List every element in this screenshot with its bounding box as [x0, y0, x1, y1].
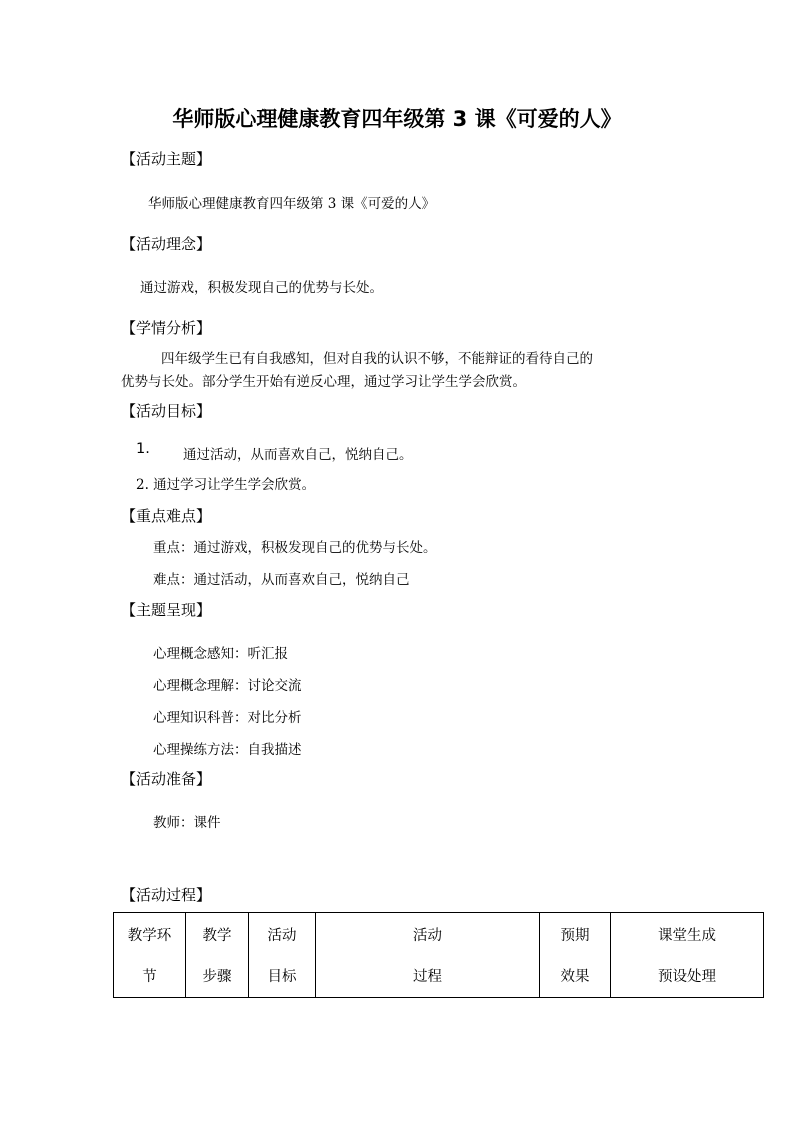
section-heading-theme: 【活动主题】: [121, 150, 212, 168]
section-heading-key-points: 【重点难点】: [121, 507, 212, 525]
goal-1-number: 1.: [136, 441, 150, 457]
difficult-point-text: 难点：通过活动，从而喜欢自己，悦纳自己: [153, 572, 410, 588]
header-line-2: 过程: [413, 969, 442, 985]
process-table: [113, 912, 764, 998]
header-line-1: 预期: [560, 928, 590, 944]
concept-text: 通过游戏，积极发现自己的优势与长处。: [140, 280, 383, 296]
analysis-line-1: 四年级学生已有自我感知，但对自我的认识不够，不能辩证的看待自己的: [161, 351, 593, 367]
header-line-2: 节: [142, 969, 157, 985]
goal-2-text: 2. 通过学习让学生学会欣赏。: [136, 477, 316, 493]
section-heading-concept: 【活动理念】: [121, 235, 212, 253]
table-header-cell: [540, 913, 611, 998]
section-heading-presentation: 【主题呈现】: [121, 601, 212, 619]
key-point-text: 重点：通过游戏，积极发现自己的优势与长处。: [153, 540, 437, 556]
presentation-item: 心理概念理解：讨论交流: [153, 678, 302, 694]
section-heading-preparation: 【活动准备】: [121, 770, 212, 788]
header-line-2: 步骤: [202, 969, 232, 985]
header-line-2: 效果: [560, 969, 590, 985]
analysis-line-2: 优势与长处。部分学生开始有逆反心理，通过学习让学生学会欣赏。: [121, 374, 526, 390]
header-line-1: 教学: [202, 928, 232, 944]
presentation-item: 心理概念感知：听汇报: [153, 646, 288, 662]
table-header-cell: [114, 913, 186, 998]
header-line-1: 活动: [413, 928, 442, 944]
table-header-cell: [249, 913, 316, 998]
table-header-row: [114, 913, 764, 998]
header-line-2: 目标: [267, 969, 297, 985]
section-heading-analysis: 【学情分析】: [121, 319, 212, 337]
section-heading-process: 【活动过程】: [121, 886, 212, 904]
header-line-2: 预设处理: [658, 969, 716, 985]
section-heading-goals: 【活动目标】: [121, 402, 212, 420]
presentation-item: 心理操练方法：自我描述: [153, 742, 302, 758]
header-line-1: 课堂生成: [658, 928, 716, 944]
presentation-item: 心理知识科普：对比分析: [153, 710, 302, 726]
table-header-cell: [611, 913, 764, 998]
theme-text: 华师版心理健康教育四年级第 3 课《可爱的人》: [148, 196, 436, 212]
page-title: 华师版心理健康教育四年级第 3 课《可爱的人》: [172, 107, 622, 131]
table-header-cell: [316, 913, 540, 998]
preparation-text: 教师：课件: [153, 815, 221, 831]
goal-1-text: 通过活动，从而喜欢自己，悦纳自己。: [183, 447, 413, 463]
header-line-1: 教学环: [127, 928, 172, 944]
header-line-1: 活动: [267, 928, 297, 944]
table-header-cell: [186, 913, 249, 998]
